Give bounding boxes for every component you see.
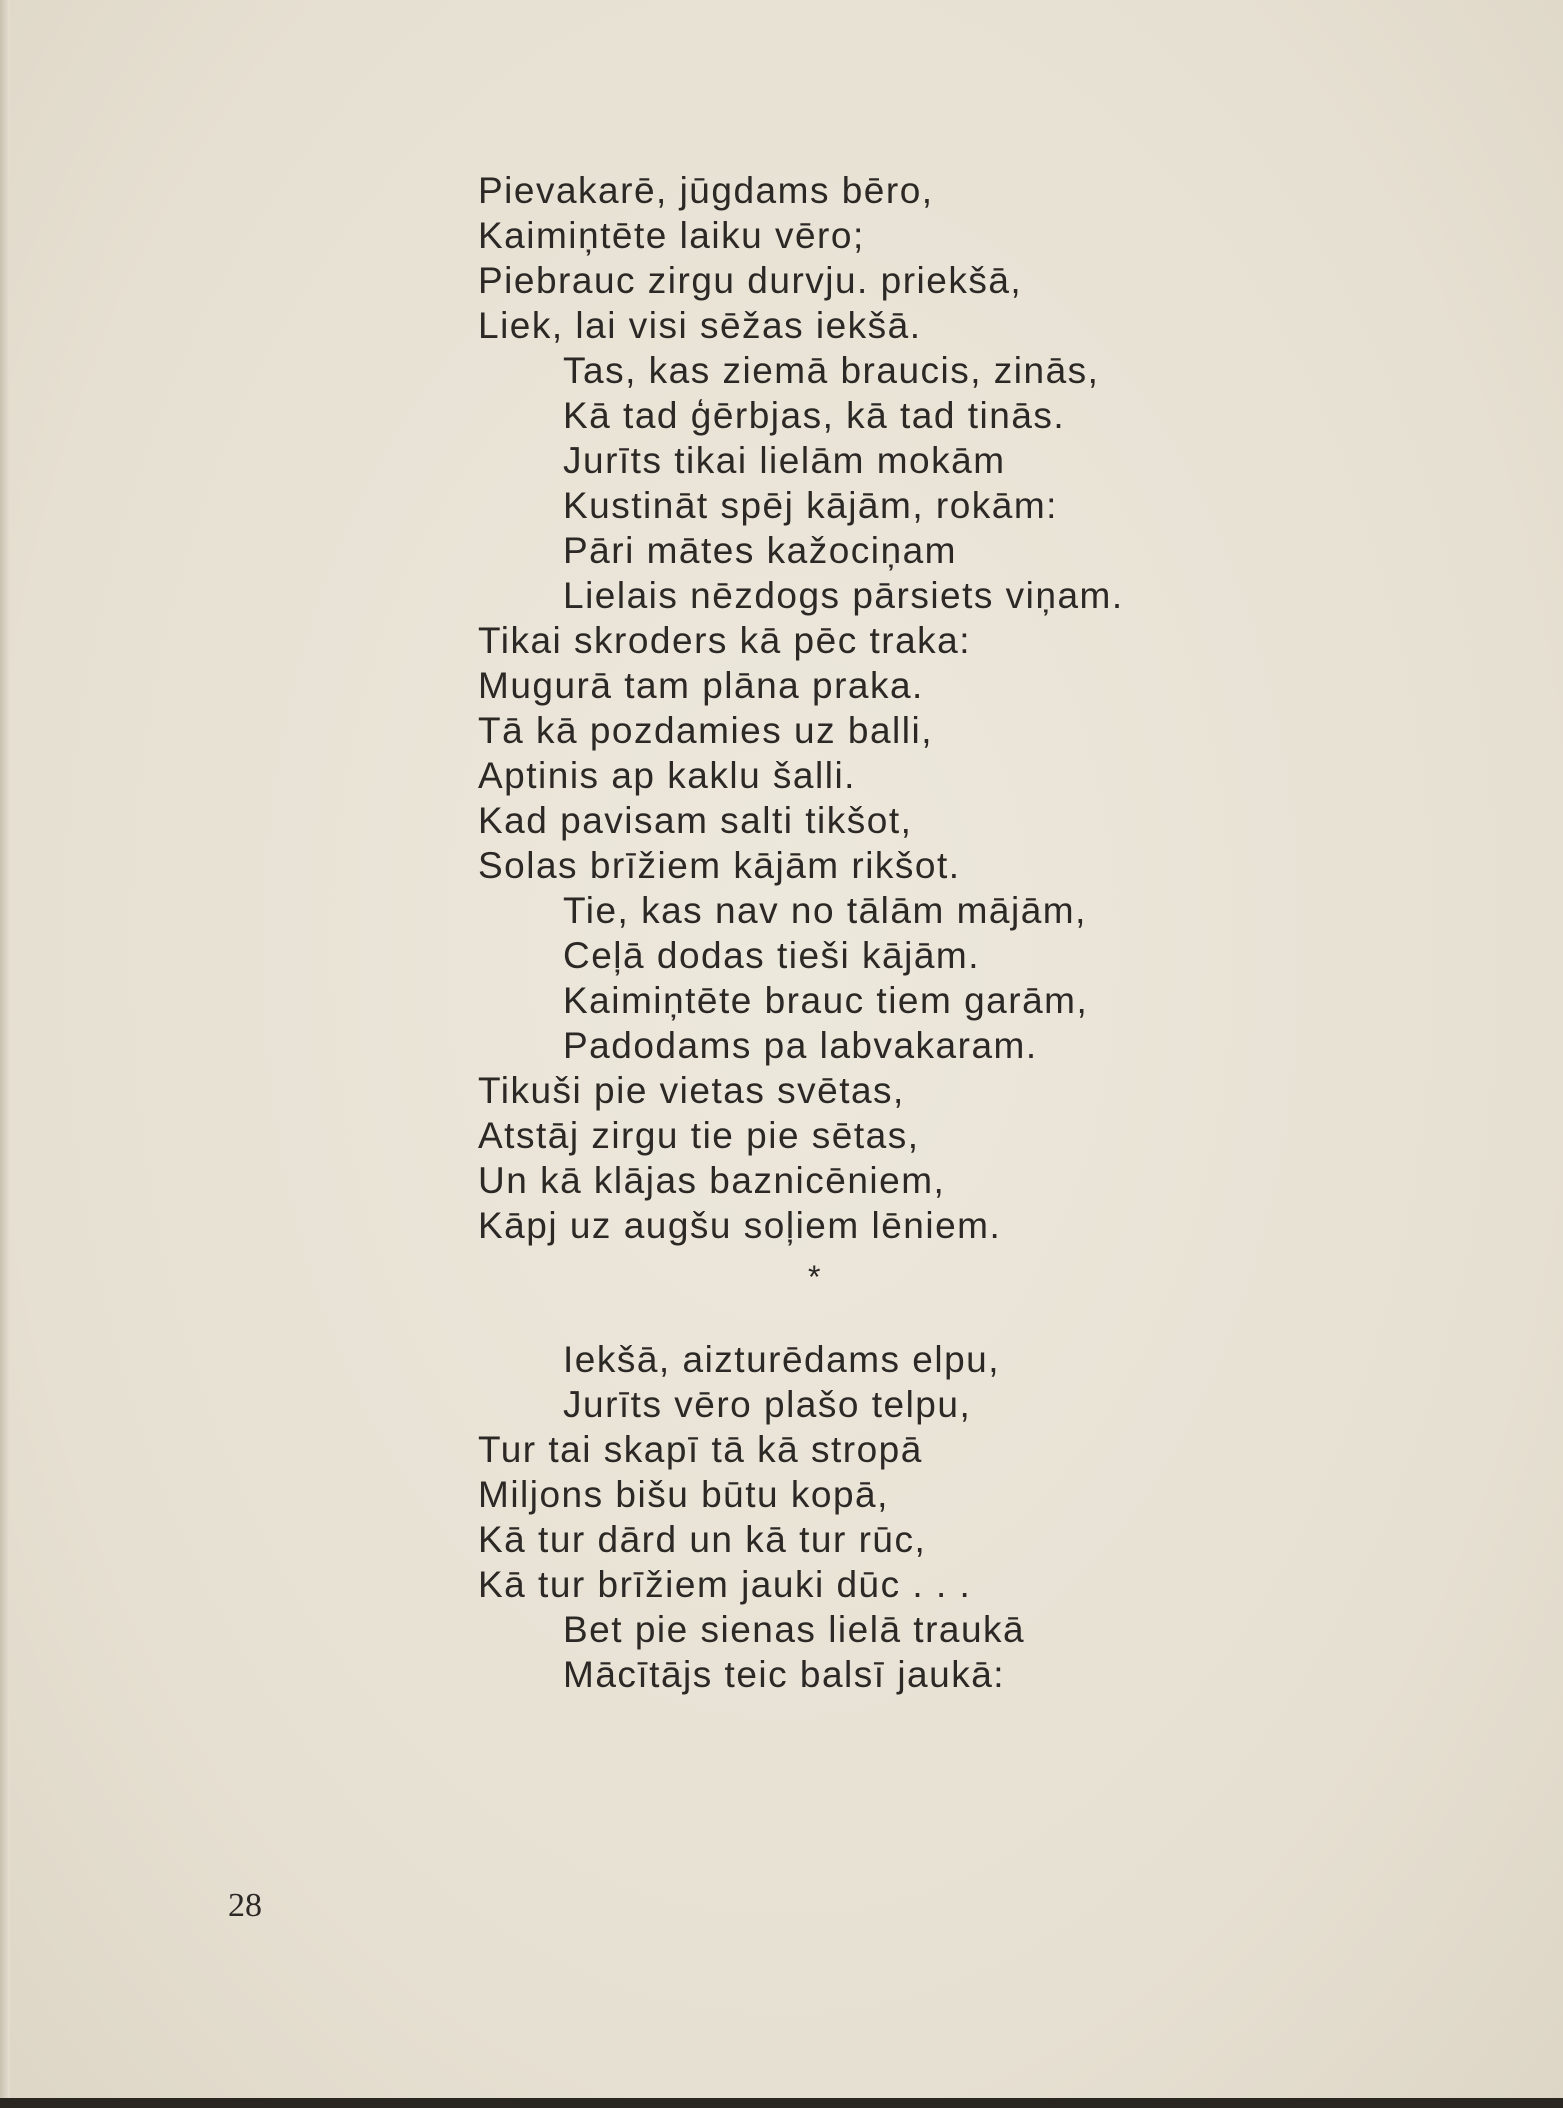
poem-text xyxy=(478,168,1478,1697)
poem-line: Un kā klājas baznicēniem, xyxy=(478,1160,946,1201)
poem-line: Tikai skroders kā pēc traka: xyxy=(478,620,972,661)
poem-line: Liek, lai visi sēžas iekšā. xyxy=(478,305,922,346)
section-separator: * xyxy=(808,1259,822,1295)
poem-line: Jurīts tikai lielām mokām xyxy=(563,440,1006,481)
poem-line: Kā tur dārd un kā tur rūc, xyxy=(478,1519,927,1560)
poem-line: Kustināt spēj kājām, rokām: xyxy=(563,485,1058,526)
poem-line: Jurīts vēro plašo telpu, xyxy=(563,1384,972,1425)
poem-line: Atstāj zirgu tie pie sētas, xyxy=(478,1115,920,1156)
poem-line: Kā tur brīžiem jauki dūc . . . xyxy=(478,1564,972,1605)
poem-line: Pāri mātes kažociņam xyxy=(563,530,957,571)
poem-line: Miljons bišu būtu kopā, xyxy=(478,1474,889,1515)
poem-line: Kaimiņtēte brauc tiem garām, xyxy=(563,980,1089,1021)
poem-line: Padodams pa labvakaram. xyxy=(563,1025,1038,1066)
poem-line: Kad pavisam salti tikšot, xyxy=(478,800,913,841)
page-number: 28 xyxy=(228,1887,262,1924)
poem-line: Mugurā tam plāna praka. xyxy=(478,665,924,706)
page-bottom-edge xyxy=(0,2098,1563,2108)
poem-line: Tas, kas ziemā braucis, zinās, xyxy=(563,350,1100,391)
poem-line: Iekšā, aizturēdams elpu, xyxy=(563,1339,1001,1380)
poem-line: Aptinis ap kaklu šalli. xyxy=(478,755,856,796)
poem-line: Ceļā dodas tieši kājām. xyxy=(563,935,981,976)
poem-line: Solas brīžiem kājām rikšot. xyxy=(478,845,961,886)
poem-line: Kāpj uz augšu soļiem lēniem. xyxy=(478,1205,1002,1246)
poem-line: Mācītājs teic balsī jaukā: xyxy=(563,1654,1006,1695)
poem-line: Tikuši pie vietas svētas, xyxy=(478,1070,905,1111)
poem-line: Pievakarē, jūgdams bēro, xyxy=(478,170,934,211)
poem-line: Lielais nēzdogs pārsiets viņam. xyxy=(563,575,1124,616)
poem-line: Tur tai skapī tā kā stropā xyxy=(478,1429,923,1470)
poem-line: Kaimiņtēte laiku vēro; xyxy=(478,215,865,256)
poem-line: Kā tad ģērbjas, kā tad tinās. xyxy=(563,395,1066,436)
poem-line: Tā kā pozdamies uz balli, xyxy=(478,710,933,751)
page-left-edge xyxy=(0,0,10,2108)
poem-line: Tie, kas nav no tālām mājām, xyxy=(563,890,1087,931)
poem-line: Piebrauc zirgu durvju. priekšā, xyxy=(478,260,1023,301)
poem-line: Bet pie sienas lielā traukā xyxy=(563,1609,1026,1650)
